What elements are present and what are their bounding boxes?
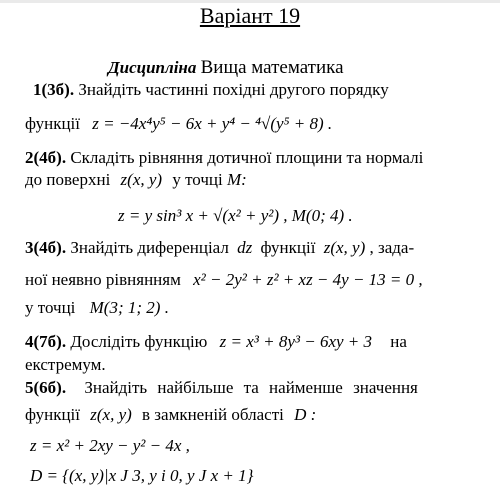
task1-text1: Знайдіть частинні похідні другого порядку: [78, 80, 389, 99]
task5-domain-sym: D :: [294, 405, 317, 424]
task3-number: 3(4б).: [25, 238, 67, 257]
task4-text1: Дослідіть функцію: [70, 332, 208, 351]
variant-title: Варіант 19: [199, 3, 301, 28]
discipline-line: [108, 58, 344, 78]
discipline-label: Дисципліна: [108, 58, 197, 77]
task2-number: 2(4б).: [25, 148, 67, 167]
task2-text2b: у точці: [172, 170, 223, 189]
task5-text2: функції: [25, 405, 80, 424]
task3-dz: dz: [237, 238, 253, 257]
task5-line1: [25, 378, 418, 398]
task5-domain-def: D = {(x, y)|x J 3, y i 0, y J x + 1}: [30, 466, 254, 485]
task2-func: z(x, y): [120, 170, 163, 189]
task1-number: 1(3б).: [33, 80, 75, 99]
task4-line2: [25, 355, 106, 375]
task2-line1: [25, 148, 423, 168]
task2-formula-line: [118, 206, 353, 226]
task1-line1: [33, 80, 389, 100]
task5-text2b: в замкненій області: [142, 405, 284, 424]
task3-text1b: функції: [260, 238, 316, 257]
task3-text2: ної неявно рівнянням: [25, 270, 181, 289]
task3-text1c: , зада-: [369, 238, 415, 257]
task1-text2: функції: [25, 114, 80, 133]
task4-number: 4(7б).: [25, 332, 67, 351]
discipline-name: Вища математика: [200, 57, 344, 78]
task3-text3: у точці: [25, 298, 76, 317]
task2-formula: z = y sin³ x + √(x² + y²) , M(0; 4) .: [118, 206, 353, 225]
task4-formula: z = x³ + 8y³ − 6xy + 3: [219, 332, 373, 351]
task5-line2: [25, 405, 316, 425]
task5-formula-line: [30, 436, 190, 456]
task3-equation: x² − 2y² + z² + xz − 4y − 13 = 0 ,: [193, 270, 423, 289]
task2-point: M:: [226, 170, 247, 189]
task5-domain-line: [30, 466, 253, 486]
task5-func: z(x, y): [90, 405, 132, 424]
task3-point: M(3; 1; 2) .: [89, 298, 169, 317]
task5-formula: z = x² + 2xy − y² − 4x ,: [30, 436, 190, 455]
task2-line2: [25, 170, 247, 190]
task3-line2: [25, 270, 423, 290]
task3-text1: Знайдіть диференціал: [70, 238, 229, 257]
task5-number: 5(6б).: [25, 378, 67, 397]
task1-line2: [25, 114, 332, 134]
task3-line3: [25, 298, 169, 318]
task5-text1: Знайдіть найбільше та найменше значення: [84, 378, 418, 397]
task4-text2: екстремум.: [25, 355, 106, 374]
task3-func: z(x, y): [323, 238, 366, 257]
task1-formula: z = −4x⁴y⁵ − 6x + y⁴ − ⁴√(y⁵ + 8) .: [92, 114, 333, 133]
task3-line1: [25, 238, 414, 258]
task2-text1: Складіть рівняння дотичної площини та нормалі: [70, 148, 424, 167]
task4-text1b: на: [390, 332, 407, 351]
task2-text2a: до поверхні: [25, 170, 111, 189]
task4-line1: [25, 332, 407, 352]
